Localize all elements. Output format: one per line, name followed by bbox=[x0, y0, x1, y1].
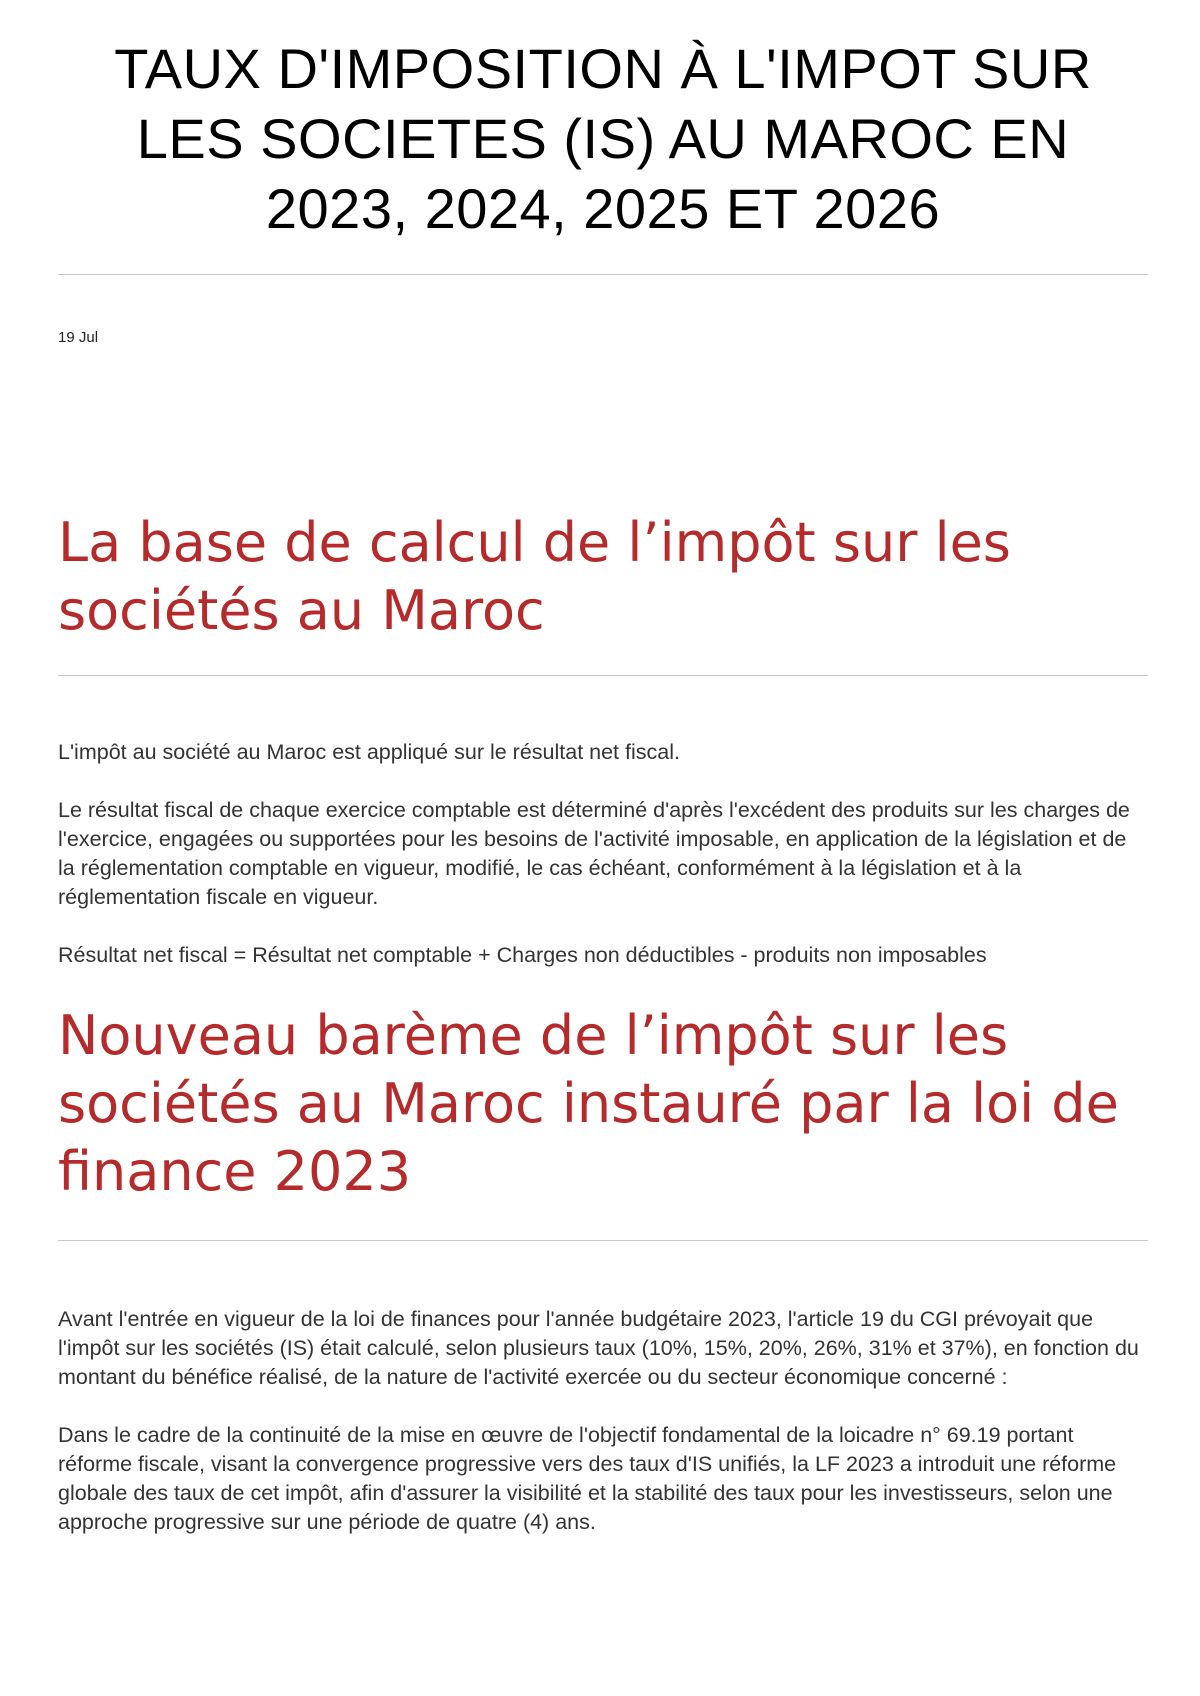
paragraph: L'impôt au société au Maroc est appliqué sur le résultat net fiscal. bbox=[58, 740, 680, 764]
paragraph: Le résultat fiscal de chaque exercice comptable est déterminé d'après l'excédent des produits sur les charges de l'exercice, engagées ou supportées pour les besoins de l'activité imposable, en application de la législation et de la réglementation comptable en vigueur, modifié, le cas échéant, conformément à la législation et à la réglementation fiscale en vigueur. bbox=[58, 798, 1130, 909]
page-title: TAUX D'IMPOSITION À L'IMPOT SUR LES SOCIETES (IS) AU MAROC EN 2023, 2024, 2025 ET 2026 bbox=[114, 37, 1092, 240]
section-divider bbox=[58, 1240, 1148, 1241]
article bbox=[58, 0, 1148, 1537]
post-date: 19 Jul bbox=[58, 329, 99, 346]
title-divider bbox=[58, 274, 1148, 275]
section-base-calcul bbox=[58, 509, 1148, 970]
formula-paragraph: Résultat net fiscal = Résultat net comptable + Charges non déductibles - produits non imposables bbox=[58, 943, 987, 967]
section-title: La base de calcul de l’impôt sur les sociétés au Maroc bbox=[58, 511, 1011, 642]
section-divider bbox=[58, 675, 1148, 676]
section-nouveau-bareme bbox=[58, 1002, 1148, 1537]
section-title: Nouveau barème de l’impôt sur les sociétés au Maroc instauré par la loi de finance 2023 bbox=[58, 1004, 1119, 1203]
paragraph: Dans le cadre de la continuité de la mise en œuvre de l'objectif fondamental de la loicadre n° 69.19 portant réforme fiscale, visant la convergence progressive vers des taux d'IS unifiés, la LF 2023 a introduit une réforme globale des taux de cet impôt, afin d'assurer la visibilité et la stabilité des taux pour les investisseurs, selon une approche progressive sur une période de quatre (4) ans. bbox=[58, 1423, 1117, 1534]
paragraph: Avant l'entrée en vigueur de la loi de finances pour l'année budgétaire 2023, l'article 19 du CGI prévoyait que l'impôt sur les sociétés (IS) était calculé, selon plusieurs taux (10%, 15%, 20%, 26%, 31% et 37%), en fonction du montant du bénéfice réalisé, de la nature de l'activité exercée ou du secteur économique concerné : bbox=[58, 1307, 1139, 1389]
